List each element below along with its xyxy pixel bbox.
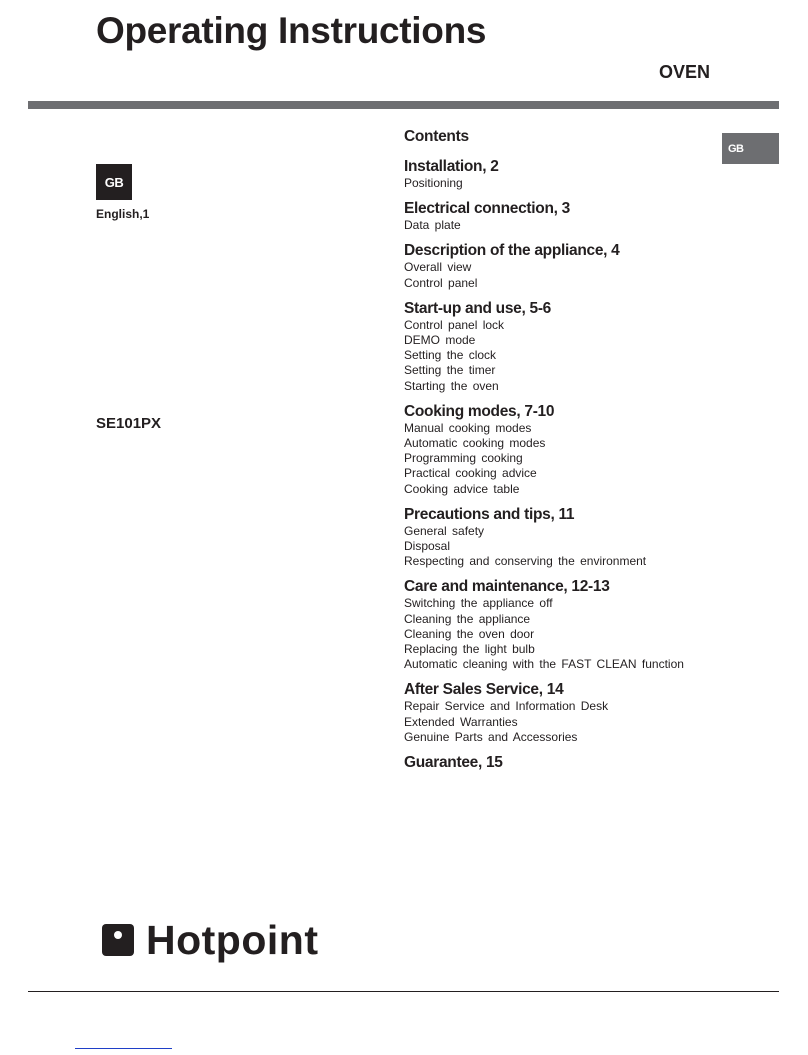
- hotpoint-logo-icon: [102, 924, 134, 956]
- toc-section-list: [404, 158, 724, 772]
- toc-subitem[interactable]: General safety: [404, 523, 485, 538]
- toc-subitem[interactable]: Cleaning the oven door: [404, 626, 535, 641]
- toc-subitem-list: [404, 596, 724, 672]
- toc-section: [404, 300, 724, 394]
- toc-section: [404, 158, 724, 191]
- toc-section: [404, 681, 724, 745]
- toc-subitem-list: [404, 524, 724, 570]
- bottom-divider: [28, 991, 779, 992]
- toc-subitem[interactable]: Programming cooking: [404, 451, 523, 466]
- top-divider: [28, 101, 779, 109]
- toc-subitem[interactable]: Cooking advice table: [404, 481, 520, 496]
- toc-subitem[interactable]: Setting the clock: [404, 348, 497, 363]
- toc-subitem[interactable]: Cleaning the appliance: [404, 611, 531, 626]
- toc-section: [404, 403, 724, 497]
- table-of-contents: [404, 128, 724, 772]
- toc-subitem[interactable]: Respecting and conserving the environment: [404, 554, 647, 569]
- toc-section: [404, 200, 724, 233]
- toc-subitem[interactable]: Manual cooking modes: [404, 420, 532, 435]
- toc-subitem[interactable]: Setting the timer: [404, 363, 496, 378]
- toc-section-title[interactable]: Guarantee, 15: [404, 754, 503, 772]
- toc-subitem-list: [404, 218, 724, 233]
- toc-section: [404, 578, 724, 672]
- toc-subitem[interactable]: Extended Warranties: [404, 714, 518, 729]
- brand-name: Hotpoint: [146, 917, 319, 963]
- toc-subitem[interactable]: Automatic cleaning with the FAST CLEAN function: [404, 657, 684, 672]
- toc-subitem[interactable]: Genuine Parts and Accessories: [404, 729, 578, 744]
- toc-subitem[interactable]: Replacing the light bulb: [404, 642, 535, 657]
- toc-section: [404, 242, 724, 290]
- hotpoint-logo: [102, 918, 318, 962]
- toc-section-title[interactable]: Installation, 2: [404, 158, 499, 175]
- toc-subitem[interactable]: Control panel lock: [404, 317, 505, 332]
- toc-subitem[interactable]: Switching the appliance off: [404, 596, 553, 611]
- document-title: Operating Instructions: [96, 10, 487, 51]
- language-side-tab: GB: [722, 133, 779, 164]
- toc-section-title[interactable]: Electrical connection, 3: [404, 200, 570, 218]
- country-badge: GB: [96, 164, 132, 200]
- toc-subitem[interactable]: Starting the oven: [404, 378, 499, 393]
- toc-section-title[interactable]: Description of the appliance, 4: [404, 242, 620, 260]
- language-label: English,1: [96, 207, 150, 221]
- toc-section: [404, 506, 724, 570]
- toc-subitem-list: [404, 176, 724, 191]
- toc-subitem[interactable]: Disposal: [404, 539, 451, 554]
- toc-subitem[interactable]: Data plate: [404, 218, 461, 233]
- document-subtitle: OVEN: [658, 62, 710, 82]
- toc-section: [404, 754, 724, 772]
- toc-subitem-list: [404, 260, 724, 290]
- toc-subitem-list: [404, 421, 724, 497]
- contents-heading: Contents: [404, 128, 469, 145]
- toc-section-title[interactable]: Cooking modes, 7-10: [404, 402, 555, 420]
- toc-subitem[interactable]: Automatic cooking modes: [404, 436, 546, 451]
- toc-subitem[interactable]: DEMO mode: [404, 333, 476, 348]
- toc-subitem[interactable]: Repair Service and Information Desk: [404, 699, 609, 714]
- toc-section-title[interactable]: Start-up and use, 5-6: [404, 299, 552, 317]
- toc-subitem[interactable]: Practical cooking advice: [404, 466, 537, 481]
- link-underline: [75, 1048, 172, 1049]
- toc-section-title[interactable]: After Sales Service, 14: [404, 681, 564, 699]
- toc-subitem[interactable]: Control panel: [404, 275, 478, 290]
- toc-section-title[interactable]: Precautions and tips, 11: [404, 505, 575, 523]
- toc-subitem[interactable]: Positioning: [404, 176, 463, 190]
- toc-subitem[interactable]: Overall view: [404, 260, 472, 275]
- model-number: SE101PX: [96, 415, 162, 432]
- toc-subitem-list: [404, 318, 724, 394]
- toc-section-title[interactable]: Care and maintenance, 12-13: [404, 578, 610, 596]
- toc-subitem-list: [404, 699, 724, 745]
